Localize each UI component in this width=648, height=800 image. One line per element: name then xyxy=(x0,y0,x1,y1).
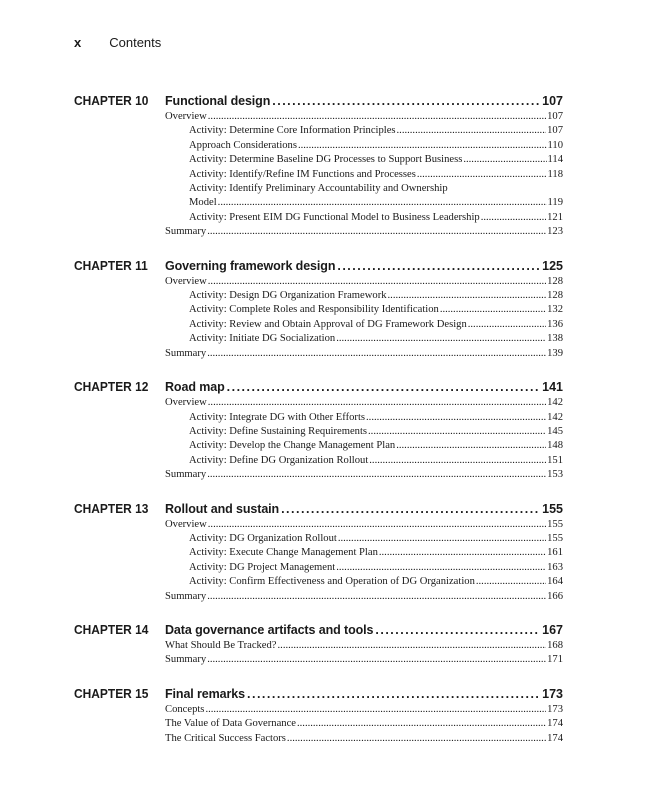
dot-leader xyxy=(336,561,546,575)
entry-page: 145 xyxy=(547,425,563,437)
chapter-page: 125 xyxy=(542,258,563,273)
dot-leader xyxy=(375,621,540,639)
entry-text: The Value of Data Governance xyxy=(165,718,296,730)
dot-leader xyxy=(463,153,546,167)
entry-text: Activity: Identify/Refine IM Functions and Processes xyxy=(189,168,416,180)
dot-leader xyxy=(297,717,546,731)
entry-page: 153 xyxy=(547,469,563,481)
entry-text: What Should Be Tracked? xyxy=(165,639,277,651)
entry-page: 142 xyxy=(547,411,563,423)
entry-page: 174 xyxy=(547,718,563,730)
dot-leader xyxy=(287,732,546,746)
toc-entry[interactable] xyxy=(165,653,563,667)
chapter-section xyxy=(74,378,563,482)
dot-leader xyxy=(278,639,547,653)
entry-page: 107 xyxy=(547,125,563,137)
chapter-label: CHAPTER 15 xyxy=(74,685,149,701)
toc-entry[interactable] xyxy=(165,396,563,410)
entry-text: Summary xyxy=(165,469,207,481)
toc-entry[interactable] xyxy=(165,347,563,361)
entry-page: 174 xyxy=(547,732,563,744)
chapter-label: CHAPTER 14 xyxy=(74,621,149,637)
page-number: x xyxy=(74,35,82,50)
running-header xyxy=(74,35,161,50)
dot-leader xyxy=(468,318,546,332)
chapter-label: CHAPTER 11 xyxy=(74,257,148,273)
chapter-title-row[interactable] xyxy=(165,257,563,275)
entry-page: 128 xyxy=(547,275,563,287)
toc-entry[interactable] xyxy=(165,168,563,182)
dot-leader xyxy=(208,275,546,289)
dot-leader xyxy=(366,411,546,425)
dot-leader xyxy=(208,396,546,410)
table-of-contents xyxy=(74,92,563,763)
running-title: Contents xyxy=(109,35,162,50)
toc-entry[interactable] xyxy=(165,225,563,239)
entry-text: Activity: Execute Change Management Plan xyxy=(189,547,378,559)
toc-entry[interactable] xyxy=(165,332,563,346)
chapter-title-row[interactable] xyxy=(165,92,563,110)
entry-text: Activity: Confirm Effectiveness and Operation of DG Organization xyxy=(189,576,475,588)
chapter-title: Road map xyxy=(165,380,225,395)
dot-leader xyxy=(336,332,546,346)
entry-text: Summary xyxy=(165,347,207,359)
dot-leader xyxy=(369,454,546,468)
toc-entry[interactable] xyxy=(165,518,563,532)
entry-page: 155 xyxy=(547,532,563,544)
toc-entry[interactable] xyxy=(165,732,563,746)
dot-leader xyxy=(207,347,546,361)
entry-page: 148 xyxy=(547,440,563,452)
chapter-title: Final remarks xyxy=(165,686,245,701)
toc-entry[interactable] xyxy=(165,590,563,604)
entry-page: 136 xyxy=(547,318,563,330)
dot-leader xyxy=(208,518,546,532)
chapter-section xyxy=(74,500,563,604)
entry-page: 161 xyxy=(547,547,563,559)
entry-text: Activity: Initiate DG Socialization xyxy=(189,333,336,345)
entry-page: 166 xyxy=(547,590,563,602)
toc-entry[interactable] xyxy=(165,289,563,303)
dot-leader xyxy=(207,590,546,604)
chapter-section xyxy=(74,621,563,668)
dot-leader xyxy=(417,168,547,182)
chapter-title-row[interactable] xyxy=(165,685,563,703)
chapter-title: Functional design xyxy=(165,94,271,108)
entry-page: 114 xyxy=(547,154,563,166)
entry-text: Overview xyxy=(165,275,207,287)
entry-page: 173 xyxy=(547,703,563,715)
toc-entry[interactable] xyxy=(165,110,563,124)
toc-entry[interactable] xyxy=(165,211,563,225)
dot-leader xyxy=(281,500,540,518)
toc-entry[interactable] xyxy=(165,153,563,167)
chapter-page: 141 xyxy=(542,380,563,395)
entry-page: 142 xyxy=(547,397,563,409)
toc-entry[interactable] xyxy=(165,454,563,468)
entry-page: 138 xyxy=(547,333,563,345)
dot-leader xyxy=(207,468,546,482)
entry-text: Activity: Determine Core Information Principles xyxy=(189,125,396,137)
dot-leader xyxy=(396,439,546,453)
toc-entry[interactable] xyxy=(165,439,563,453)
toc-entry[interactable] xyxy=(165,532,563,546)
chapter-label: CHAPTER 10 xyxy=(74,93,149,108)
entry-text-continued: Model xyxy=(189,197,217,209)
dot-leader xyxy=(247,685,540,703)
toc-entry[interactable] xyxy=(165,703,563,717)
chapter-title-row[interactable] xyxy=(165,621,563,639)
dot-leader xyxy=(476,575,546,589)
entry-text: The Critical Success Factors xyxy=(165,732,286,744)
toc-entry[interactable] xyxy=(165,425,563,439)
dot-leader xyxy=(208,110,546,124)
entry-text: Summary xyxy=(165,654,207,666)
chapter-section xyxy=(74,92,563,240)
dot-leader xyxy=(379,546,546,560)
entry-text: Activity: Identify Preliminary Accountability and Ownership xyxy=(189,183,448,195)
entry-text: Activity: Determine Baseline DG Processes to Support Business xyxy=(189,154,463,166)
toc-entry[interactable] xyxy=(165,639,563,653)
entry-page: 164 xyxy=(547,576,563,588)
entry-text: Summary xyxy=(165,226,207,238)
dot-leader xyxy=(272,92,540,110)
chapter-page: 107 xyxy=(542,94,563,108)
entry-page: 107 xyxy=(547,111,563,122)
dot-leader xyxy=(337,257,540,275)
toc-entry[interactable] xyxy=(165,411,563,425)
entry-text: Summary xyxy=(165,590,207,602)
dot-leader xyxy=(205,703,546,717)
chapter-title-row[interactable] xyxy=(165,500,563,518)
chapter-section xyxy=(74,257,563,361)
entry-page: 132 xyxy=(547,304,563,316)
entry-text: Activity: Define DG Organization Rollout xyxy=(189,454,369,466)
chapter-section xyxy=(74,685,563,746)
dot-leader xyxy=(227,378,541,396)
chapter-title: Governing framework design xyxy=(165,258,336,273)
entry-page: 123 xyxy=(547,226,563,238)
chapter-title-row[interactable] xyxy=(165,378,563,396)
entry-text: Activity: Present EIM DG Functional Model to Business Leadership xyxy=(189,211,480,223)
dot-leader xyxy=(218,196,547,210)
toc-entry[interactable] xyxy=(165,561,563,575)
entry-text: Overview xyxy=(165,111,207,122)
dot-leader xyxy=(388,289,547,303)
entry-page: 151 xyxy=(547,454,563,466)
toc-entry[interactable] xyxy=(165,124,563,138)
toc-entry[interactable] xyxy=(165,717,563,731)
chapter-page: 173 xyxy=(542,686,563,701)
entry-text: Overview xyxy=(165,518,207,530)
entry-text: Activity: DG Project Management xyxy=(189,561,336,573)
entry-text: Activity: Complete Roles and Responsibility Identification xyxy=(189,304,439,316)
toc-entry[interactable] xyxy=(165,196,563,210)
chapter-title: Rollout and sustain xyxy=(165,501,280,516)
entry-text: Concepts xyxy=(165,703,205,715)
entry-text: Activity: Design DG Organization Framework xyxy=(189,290,387,302)
toc-entry[interactable] xyxy=(165,468,563,482)
dot-leader xyxy=(298,139,547,153)
toc-entry[interactable] xyxy=(165,139,563,153)
entry-page: 163 xyxy=(547,561,563,573)
entry-page: 119 xyxy=(547,197,563,209)
entry-page: 139 xyxy=(547,347,563,359)
dot-leader xyxy=(338,532,546,546)
dot-leader xyxy=(481,211,546,225)
toc-entry[interactable] xyxy=(165,575,563,589)
entry-page: 110 xyxy=(547,139,563,151)
toc-entry[interactable] xyxy=(165,275,563,289)
chapter-page: 155 xyxy=(542,501,563,516)
entry-text: Activity: Define Sustaining Requirements xyxy=(189,425,368,437)
dot-leader xyxy=(207,225,546,239)
toc-entry[interactable] xyxy=(165,303,563,317)
entry-text: Activity: Develop the Change Management Plan xyxy=(189,440,396,452)
entry-page: 171 xyxy=(547,654,563,666)
chapter-title: Data governance artifacts and tools xyxy=(165,622,374,637)
toc-entry[interactable] xyxy=(165,318,563,332)
dot-leader xyxy=(397,124,547,138)
chapter-label: CHAPTER 13 xyxy=(74,500,149,516)
dot-leader xyxy=(440,303,546,317)
entry-text: Approach Considerations xyxy=(189,139,297,151)
entry-page: 118 xyxy=(547,168,563,180)
entry-page: 121 xyxy=(547,211,563,223)
toc-entry-line[interactable] xyxy=(165,182,563,196)
dot-leader xyxy=(368,425,546,439)
dot-leader xyxy=(207,653,546,667)
entry-page: 168 xyxy=(547,639,563,651)
entry-page: 128 xyxy=(547,290,563,302)
entry-text: Activity: Integrate DG with Other Efforts xyxy=(189,411,366,423)
entry-page: 155 xyxy=(547,518,563,530)
entry-text: Activity: Review and Obtain Approval of DG Framework Design xyxy=(189,318,467,330)
chapter-page: 167 xyxy=(542,622,563,637)
entry-text: Overview xyxy=(165,397,207,409)
entry-text: Activity: DG Organization Rollout xyxy=(189,532,337,544)
toc-entry[interactable] xyxy=(165,546,563,560)
chapter-label: CHAPTER 12 xyxy=(74,379,149,395)
